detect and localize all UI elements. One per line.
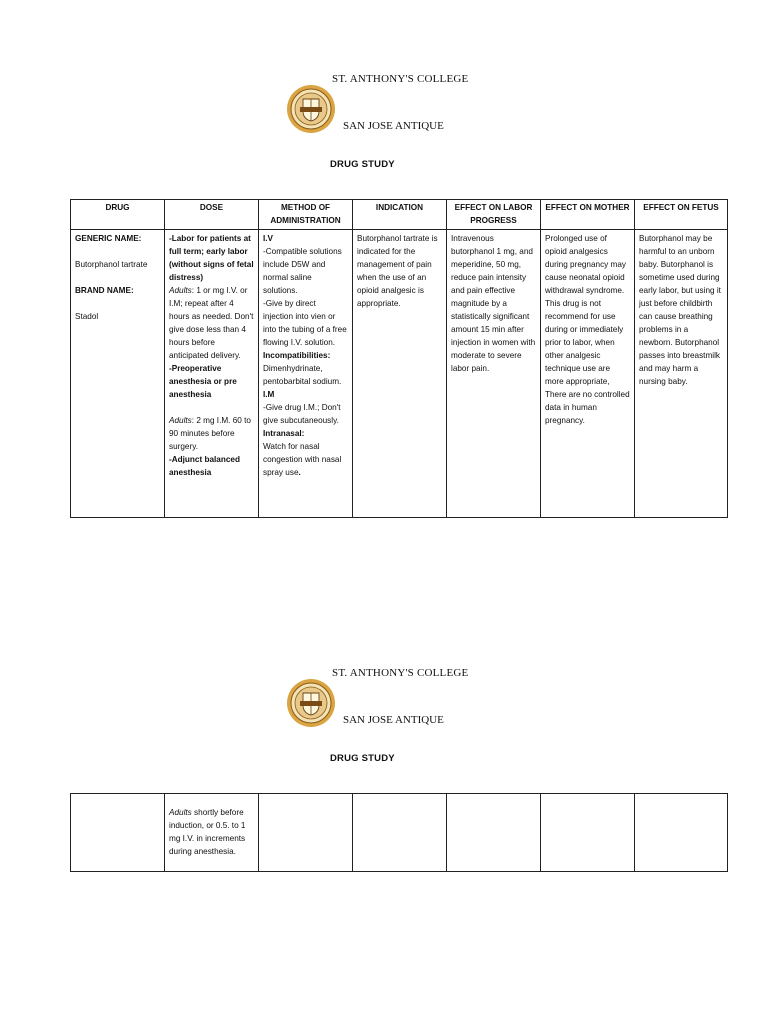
- method-iv-label: I.V: [263, 234, 274, 243]
- table-row: [71, 230, 728, 518]
- indication-cell: [353, 794, 447, 872]
- dose-adults-1: Adults: 1 or mg I.V. or I.M; repeat after 4 hours as needed. Don't give dose less than 4 hours before anticipated delivery.: [169, 286, 254, 360]
- dose-adults-2: Adults: 2 mg I.M. 60 to 90 minutes before surgery.: [169, 416, 251, 451]
- college-name: ST. ANTHONY'S COLLEGE: [332, 73, 469, 85]
- method-im-label: I.M: [263, 390, 275, 399]
- method-im-1: -Give drug I.M.; Don't give subcutaneously.: [263, 403, 341, 425]
- column-header-method: METHOD OF ADMINISTRATION: [259, 200, 353, 230]
- labor-effect-cell: Intravenous butorphanol 1 mg, and meperidine, 50 mg, reduce pain intensity and pain effective magnitude by a statistically significant amount 15 min after injection in women with moderate to severe labor pain.: [447, 230, 541, 518]
- column-header-drug: DRUG: [71, 200, 165, 230]
- table-row: [71, 794, 728, 872]
- dose-adults-3: Adults shortly before induction, or 0.5. to 1 mg I.V. in increments during anesthesia.: [169, 808, 246, 856]
- document-title: DRUG STUDY: [330, 159, 395, 170]
- method-iv-1: -Compatible solutions include D5W and normal saline solutions.: [263, 247, 342, 295]
- column-header-labor: EFFECT ON LABOR PROGRESS: [447, 200, 541, 230]
- college-seal-icon: [286, 84, 336, 134]
- method-iv-2: -Give by direct injection into vien or into the tubing of a free flowing I.V. solution.: [263, 299, 347, 347]
- generic-name-label: GENERIC NAME:: [75, 234, 142, 243]
- method-cell: [259, 794, 353, 872]
- method-cell: [259, 230, 353, 518]
- intranasal-label: Intranasal:: [263, 429, 305, 438]
- fetus-effect-cell: Butorphanol may be harmful to an unborn baby. Butorphanol is sometime used during early labor, but using it just before childbirth can cause breathing problems in a newborn. Butorphanol passes into breastmilk and may harm a nursing baby.: [635, 230, 728, 518]
- college-seal-icon: [286, 678, 336, 728]
- dose-cell: [165, 230, 259, 518]
- mother-effect-cell: [541, 794, 635, 872]
- college-name: ST. ANTHONY'S COLLEGE: [332, 667, 469, 679]
- column-header-dose: DOSE: [165, 200, 259, 230]
- incompatibilities-text: Dimenhydrinate, pentobarbital sodium.: [263, 364, 342, 386]
- dose-heading-labor: -Labor for patients at full term; early labor (without signs of fetal distress): [169, 234, 254, 282]
- intranasal-text: Watch for nasal congestion with nasal spray use.: [263, 442, 342, 477]
- dose-heading-preoperative: -Preoperative anesthesia or pre anesthesia: [169, 364, 237, 399]
- incompatibilities-label: Incompatibilities:: [263, 351, 331, 360]
- column-header-mother: EFFECT ON MOTHER: [541, 200, 635, 230]
- indication-cell: Butorphanol tartrate is indicated for the management of pain when the use of an opioid analgesic is appropriate.: [353, 230, 447, 518]
- column-header-indication: INDICATION: [353, 200, 447, 230]
- mother-effect-cell: Prolonged use of opioid analgesics during pregnancy may cause neonatal opioid withdrawal syndrome. This drug is not recommend for use during or immediately prior to labor, when other analgesic technique use are more appropriate, There are no controlled data in human pregnancy.: [541, 230, 635, 518]
- column-header-fetus: EFFECT ON FETUS: [635, 200, 728, 230]
- drug-study-table-continued: [70, 793, 728, 872]
- brand-name-value: Stadol: [75, 312, 99, 321]
- college-location: SAN JOSE ANTIQUE: [343, 714, 444, 726]
- document-title: DRUG STUDY: [330, 753, 395, 764]
- drug-cell: [71, 230, 165, 518]
- table-header-row: [71, 200, 728, 230]
- generic-name-value: Butorphanol tartrate: [75, 260, 148, 269]
- college-location: SAN JOSE ANTIQUE: [343, 120, 444, 132]
- drug-cell: [71, 794, 165, 872]
- dose-cell: [165, 794, 259, 872]
- fetus-effect-cell: [635, 794, 728, 872]
- brand-name-label: BRAND NAME:: [75, 286, 134, 295]
- labor-effect-cell: [447, 794, 541, 872]
- drug-study-table: [70, 199, 728, 518]
- page-2: [0, 592, 768, 1024]
- dose-heading-adjunct: -Adjunct balanced anesthesia: [169, 455, 240, 477]
